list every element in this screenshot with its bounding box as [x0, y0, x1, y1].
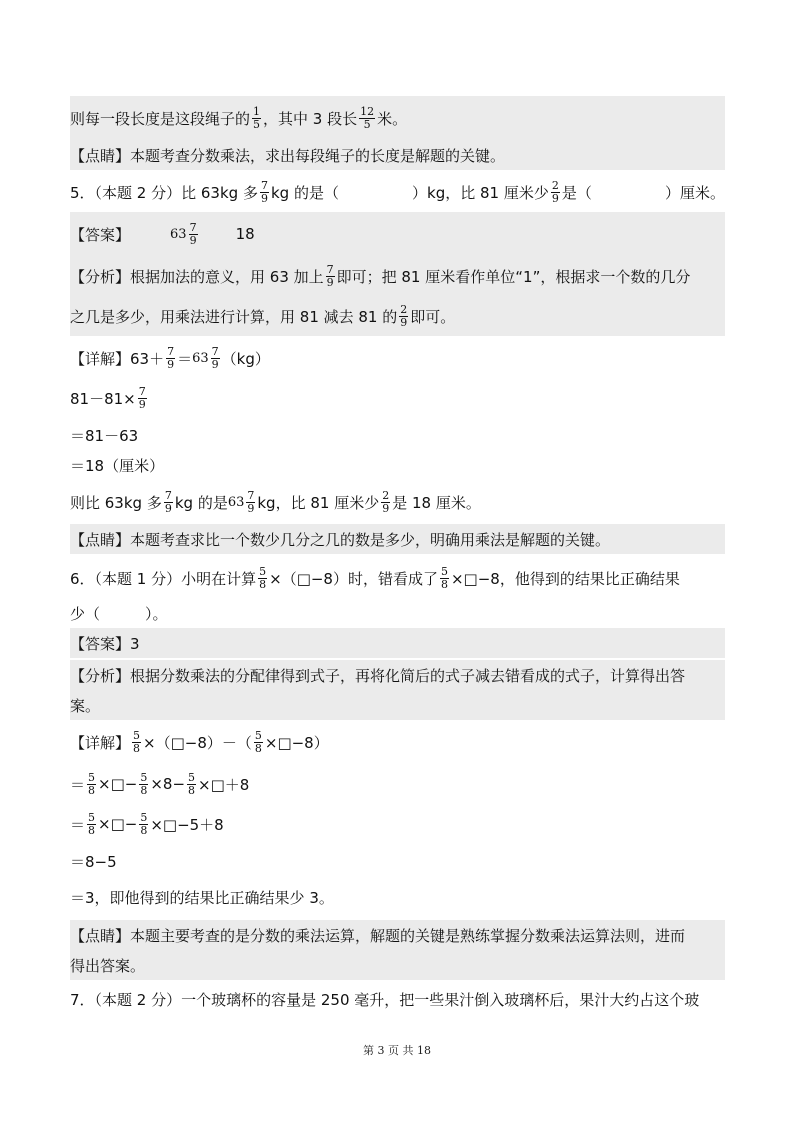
- fraction: $\frac{7}{9}$: [138, 384, 146, 411]
- fraction: $\frac{1}{5}$: [253, 104, 261, 131]
- detail-5-line5: [70, 482, 725, 522]
- detail-5-line2: [70, 378, 725, 418]
- text: ×□＋8: [198, 775, 250, 794]
- text: kg 的是（: [270, 183, 339, 202]
- comment-line: [70, 140, 725, 170]
- text: （kg）: [221, 349, 270, 368]
- text: 【点睛】本题考查分数乘法，求出每段绳子的长度是解题的关键。: [70, 146, 506, 165]
- mixed-number: 63 $\frac{7}{9}$: [170, 220, 197, 247]
- text: kg 的是: [174, 493, 228, 512]
- text: ×（□−8）时，错看成了: [269, 569, 438, 588]
- text: 得出答案。: [70, 956, 146, 975]
- analysis-5-line2: [70, 296, 725, 336]
- answer-6: [70, 628, 725, 658]
- fraction: $\frac{2}{9}$: [382, 488, 390, 515]
- text: 【答案】3: [70, 634, 140, 653]
- text: 少（ ）。: [70, 604, 168, 623]
- fraction: $\frac{5}{8}$: [88, 810, 96, 837]
- detail-6-line5: [70, 882, 725, 912]
- fraction: $\frac{5}{8}$: [140, 770, 148, 797]
- text: ×8−: [150, 775, 186, 793]
- text: ＝18（厘米）: [70, 456, 165, 475]
- text: 之几是多少，用乘法进行计算，用 81 减去 81 的: [70, 307, 398, 326]
- text: kg，比 81 厘米少: [257, 493, 380, 512]
- text: 【详解】: [70, 733, 131, 752]
- fraction: $\frac{7}{9}$: [260, 178, 268, 205]
- text: 是 18 厘米。: [392, 493, 481, 512]
- text: 81－81×: [70, 389, 136, 408]
- text: ×□−: [98, 775, 138, 793]
- text: ＝81－63: [70, 426, 139, 445]
- analysis-6-line1: [70, 660, 725, 690]
- fraction: $\frac{5}{8}$: [140, 810, 148, 837]
- text: 案。: [70, 696, 101, 715]
- text: ＝8−5: [70, 852, 117, 871]
- detail-6-line1: [70, 722, 725, 762]
- text: 即可；把 81 厘米看作单位“1”，根据求一个数的几分: [336, 267, 691, 286]
- fraction: $\frac{5}{8}$: [440, 564, 448, 591]
- detail-6-line2: [70, 764, 725, 804]
- text: 【详解】63＋: [70, 349, 165, 368]
- text: 【分析】根据加法的意义，用 63 加上: [70, 267, 324, 286]
- fraction: $\frac{5}{8}$: [259, 564, 267, 591]
- text: 5．（本题 2 分）比 63kg 多: [70, 183, 258, 202]
- fraction: $\frac{12}{5}$: [360, 104, 375, 131]
- text: 则比 63kg 多: [70, 493, 162, 512]
- page-footer: 第 3 页 共 18: [363, 1044, 431, 1057]
- detail-6-line3: [70, 804, 725, 844]
- text: ×□−: [98, 815, 138, 833]
- fraction: $\frac{2}{9}$: [551, 178, 559, 205]
- analysis-6-line2: [70, 690, 725, 720]
- text: ＝: [177, 349, 193, 368]
- solution-line: [70, 96, 725, 140]
- fraction: $\frac{5}{8}$: [188, 770, 196, 797]
- text: 则每一段长度是这段绳子的: [70, 109, 251, 128]
- question-7: [70, 984, 725, 1014]
- text: ＝: [70, 815, 86, 834]
- fraction: $\frac{5}{8}$: [88, 770, 96, 797]
- text: 7．（本题 2 分）一个玻璃杯的容量是 250 毫升，把一些果汁倒入玻璃杯后，果汁大约占这个玻: [70, 990, 700, 1009]
- question-5: [70, 172, 725, 212]
- analysis-5-line1: [70, 256, 725, 296]
- answer-value: 18: [235, 225, 255, 243]
- fraction: $\frac{2}{9}$: [400, 302, 408, 329]
- comment-6-line1: [70, 920, 725, 950]
- answer-5: [70, 212, 725, 256]
- detail-5-line4: [70, 450, 725, 480]
- question-6-line1: [70, 558, 725, 598]
- text: ）厘米。: [664, 183, 725, 202]
- text: 即可。: [410, 307, 456, 326]
- mixed-number: 63 $\frac{7}{9}$: [227, 488, 255, 515]
- detail-6-line4: [70, 846, 725, 876]
- fraction: $\frac{5}{8}$: [133, 728, 141, 755]
- mixed-number: 63 $\frac{7}{9}$: [192, 344, 219, 371]
- text: 【分析】根据分数乘法的分配律得到式子，再将化简后的式子减去错看成的式子，计算得出答: [70, 666, 686, 685]
- answer-label: 【答案】: [70, 225, 131, 244]
- comment-6-line2: [70, 950, 725, 980]
- text: ＝: [70, 775, 86, 794]
- fraction: $\frac{7}{9}$: [167, 344, 175, 371]
- text: ×□−8，他得到的结果比正确结果: [450, 569, 680, 588]
- text: 【点睛】本题考查求比一个数少几分之几的数是多少，明确用乘法是解题的关键。: [70, 530, 611, 549]
- text: ，其中 3 段长: [263, 109, 358, 128]
- fraction: $\frac{7}{9}$: [164, 488, 172, 515]
- text: ＝3，即他得到的结果比正确结果少 3。: [70, 888, 334, 907]
- detail-5-line3: [70, 420, 725, 450]
- text: ×□−5＋8: [150, 815, 224, 834]
- text: 6．（本题 1 分）小明在计算: [70, 569, 257, 588]
- question-6-line2: [70, 598, 725, 628]
- text: ）kg，比 81 厘米少: [412, 183, 549, 202]
- fraction: $\frac{7}{9}$: [326, 262, 334, 289]
- text: 是（: [561, 183, 592, 202]
- fraction: $\frac{5}{8}$: [254, 728, 262, 755]
- detail-5-line1: [70, 338, 725, 378]
- text: ×（□−8）－（: [143, 733, 252, 752]
- text: 【点睛】本题主要考查的是分数的乘法运算，解题的关键是熟练掌握分数乘法运算法则，进而: [70, 926, 686, 945]
- text: ×□−8）: [264, 733, 329, 752]
- comment-5: [70, 524, 725, 554]
- text: 米。: [377, 109, 408, 128]
